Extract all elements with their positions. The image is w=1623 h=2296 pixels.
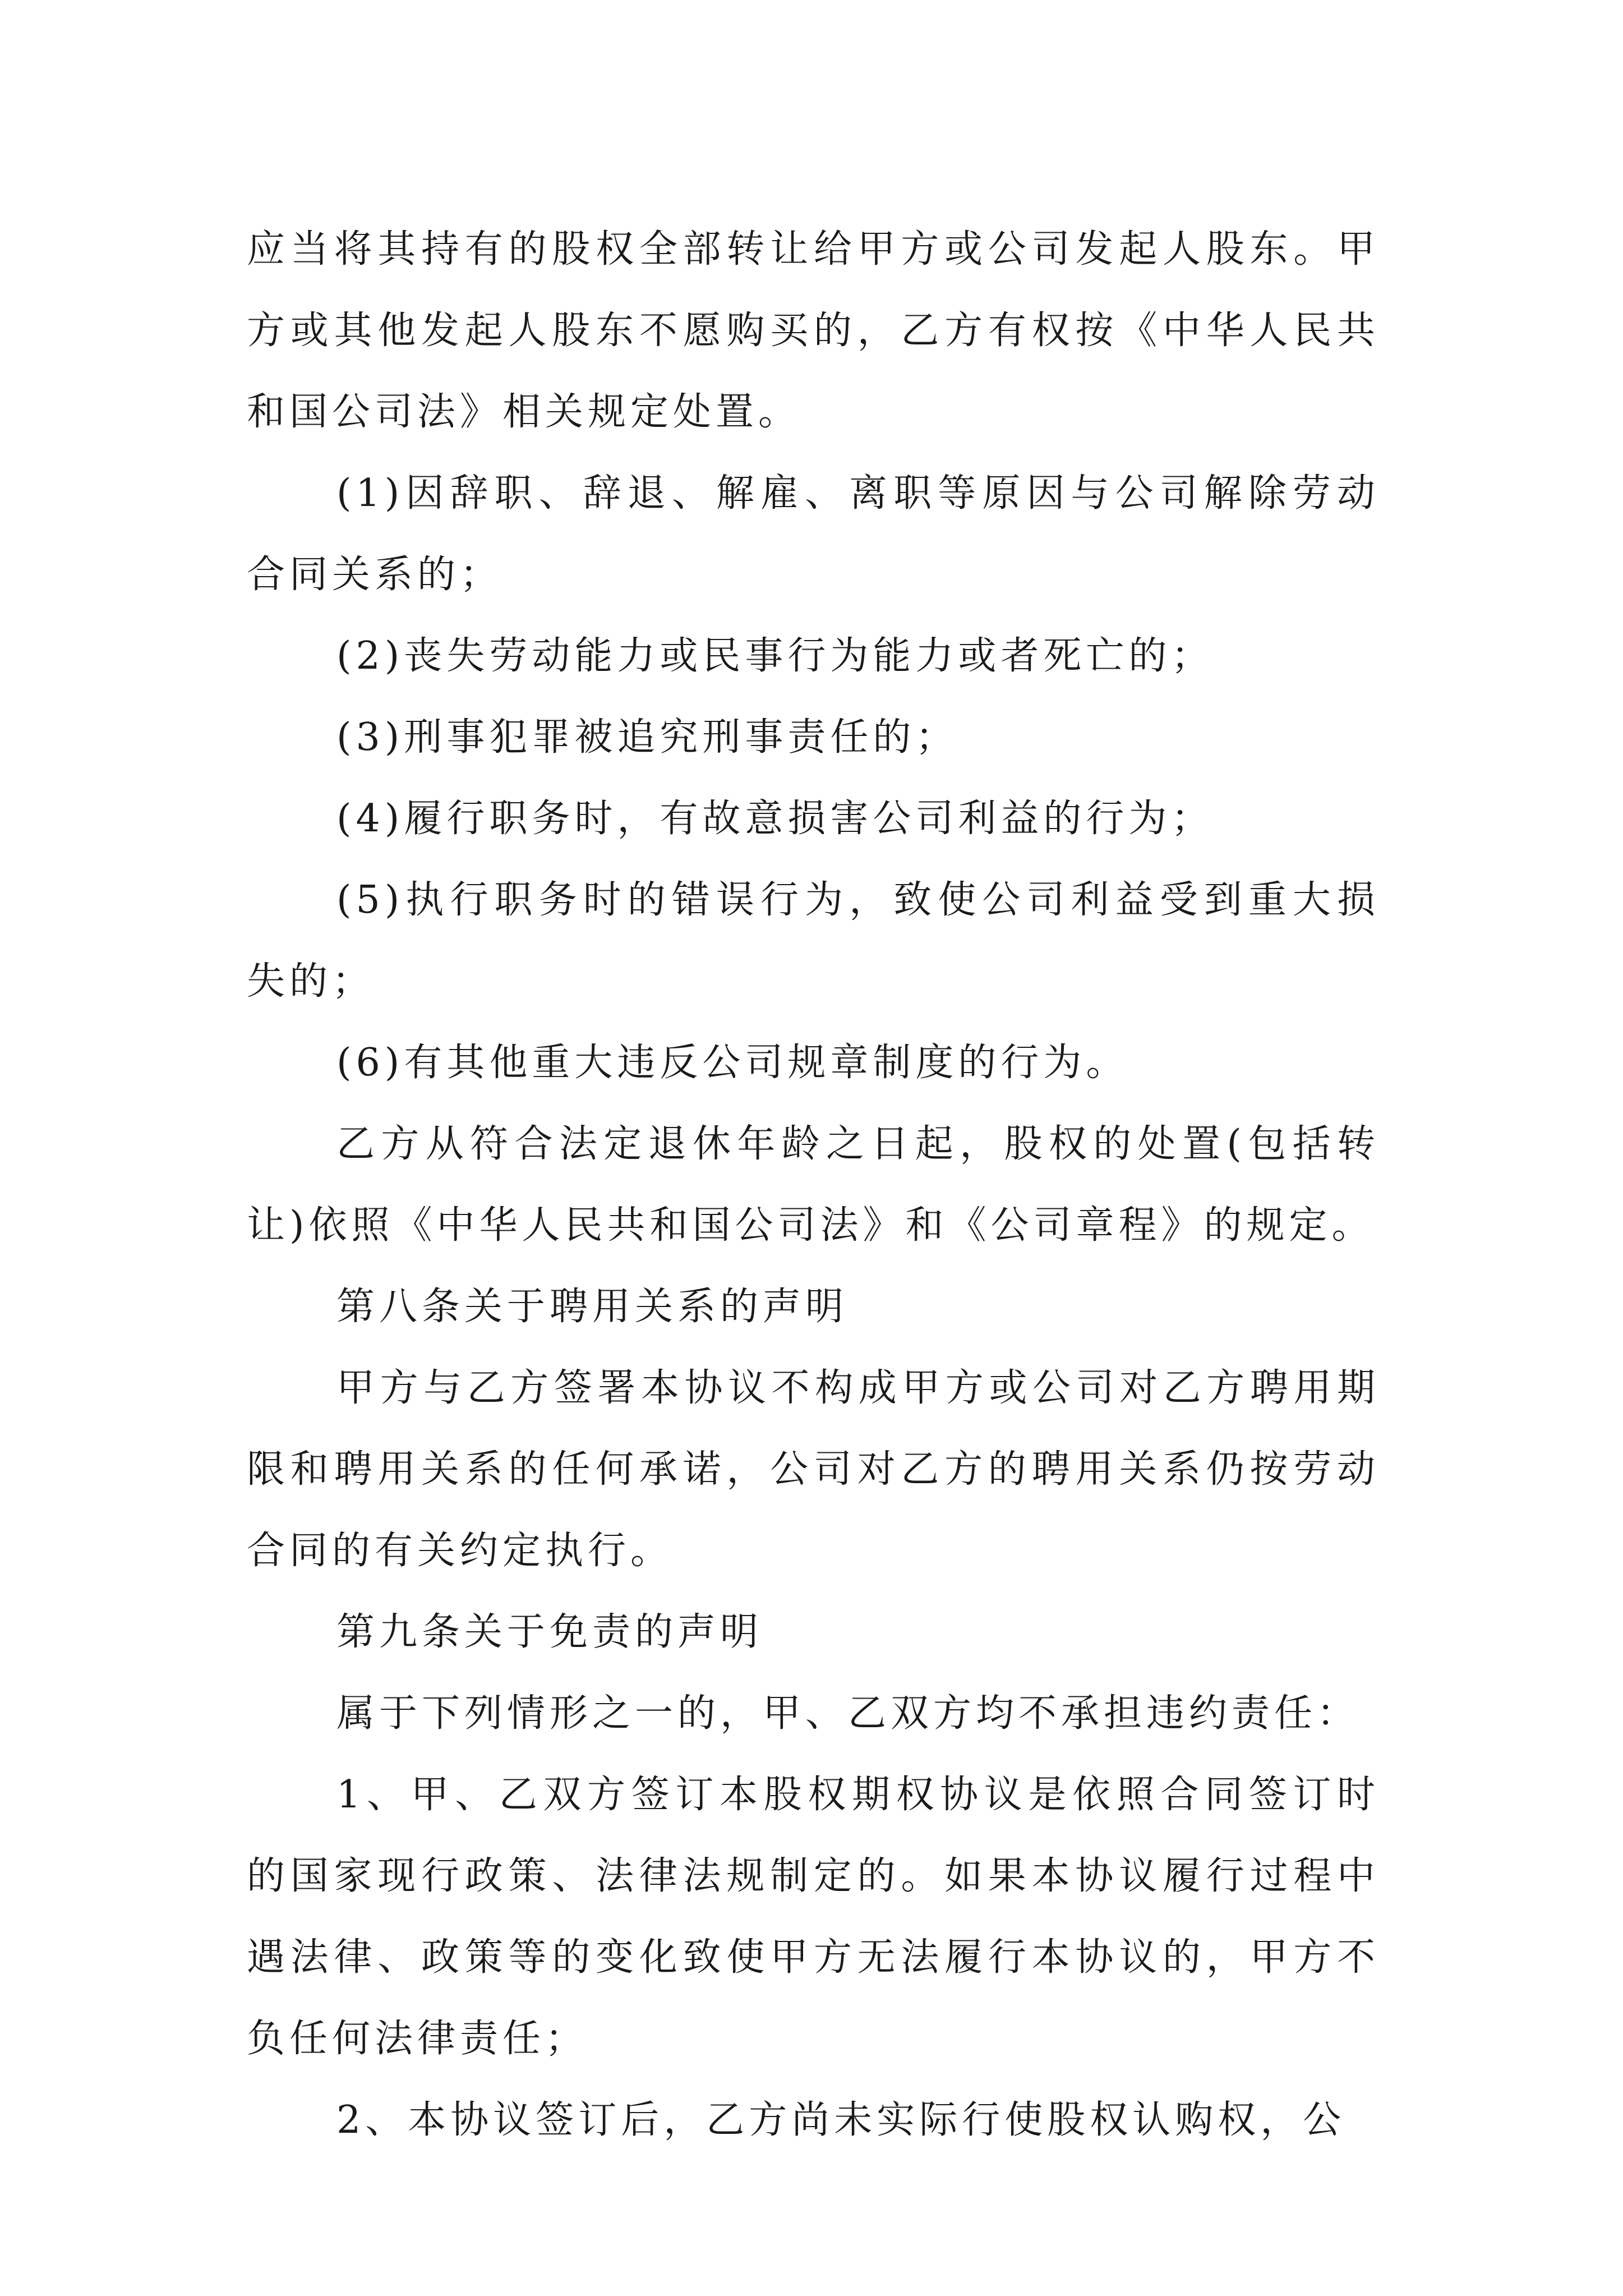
paragraph-item-3: (3)刑事犯罪被追究刑事责任的； bbox=[336, 715, 958, 760]
paragraph-item-5: (5)执行职务时的错误行为，致使公司利益受到重大损失的； bbox=[247, 878, 1380, 1004]
article-8-heading: 第八条关于聘用关系的声明 bbox=[336, 1285, 849, 1329]
article-9-heading: 第九条关于免责的声明 bbox=[336, 1610, 763, 1654]
article-9-clause-1: 1、甲、乙双方签订本股权期权协议是依照合同签订时的国家现行政策、法律法规制定的。如果本协议履行过程中遇法律、政策等的变化致使甲方无法履行本协议的，甲方不负任何法律责任； bbox=[247, 1773, 1380, 2061]
paragraph-continuation: 应当将其持有的股权全部转让给甲方或公司发起人股东。甲方或其他发起人股东不愿购买的，乙方有权按《中华人民共和国公司法》相关规定处置。 bbox=[247, 227, 1380, 434]
paragraph-item-1: (1)因辞职、辞退、解雇、离职等原因与公司解除劳动合同关系的； bbox=[247, 471, 1380, 597]
paragraph-item-6: (6)有其他重大违反公司规章制度的行为。 bbox=[336, 1041, 1129, 1085]
paragraph-retirement: 乙方从符合法定退休年龄之日起，股权的处置(包括转让)依照《中华人民共和国公司法》和《公司章程》的规定。 bbox=[247, 1122, 1380, 1248]
article-9-intro: 属于下列情形之一的，甲、乙双方均不承担违约责任： bbox=[336, 1691, 1360, 1736]
article-9-clause-2: 2、本协议签订后，乙方尚未实际行使股权认购权，公 bbox=[336, 2098, 1346, 2142]
document-body bbox=[247, 209, 1380, 2161]
paragraph-item-4: (4)履行职务时，有故意损害公司利益的行为； bbox=[336, 797, 1214, 841]
article-8-body: 甲方与乙方签署本协议不构成甲方或公司对乙方聘用期限和聘用关系的任何承诺，公司对乙方的聘用关系仍按劳动合同的有关约定执行。 bbox=[247, 1366, 1380, 1573]
paragraph-item-2: (2)丧失劳动能力或民事行为能力或者死亡的； bbox=[336, 634, 1214, 678]
